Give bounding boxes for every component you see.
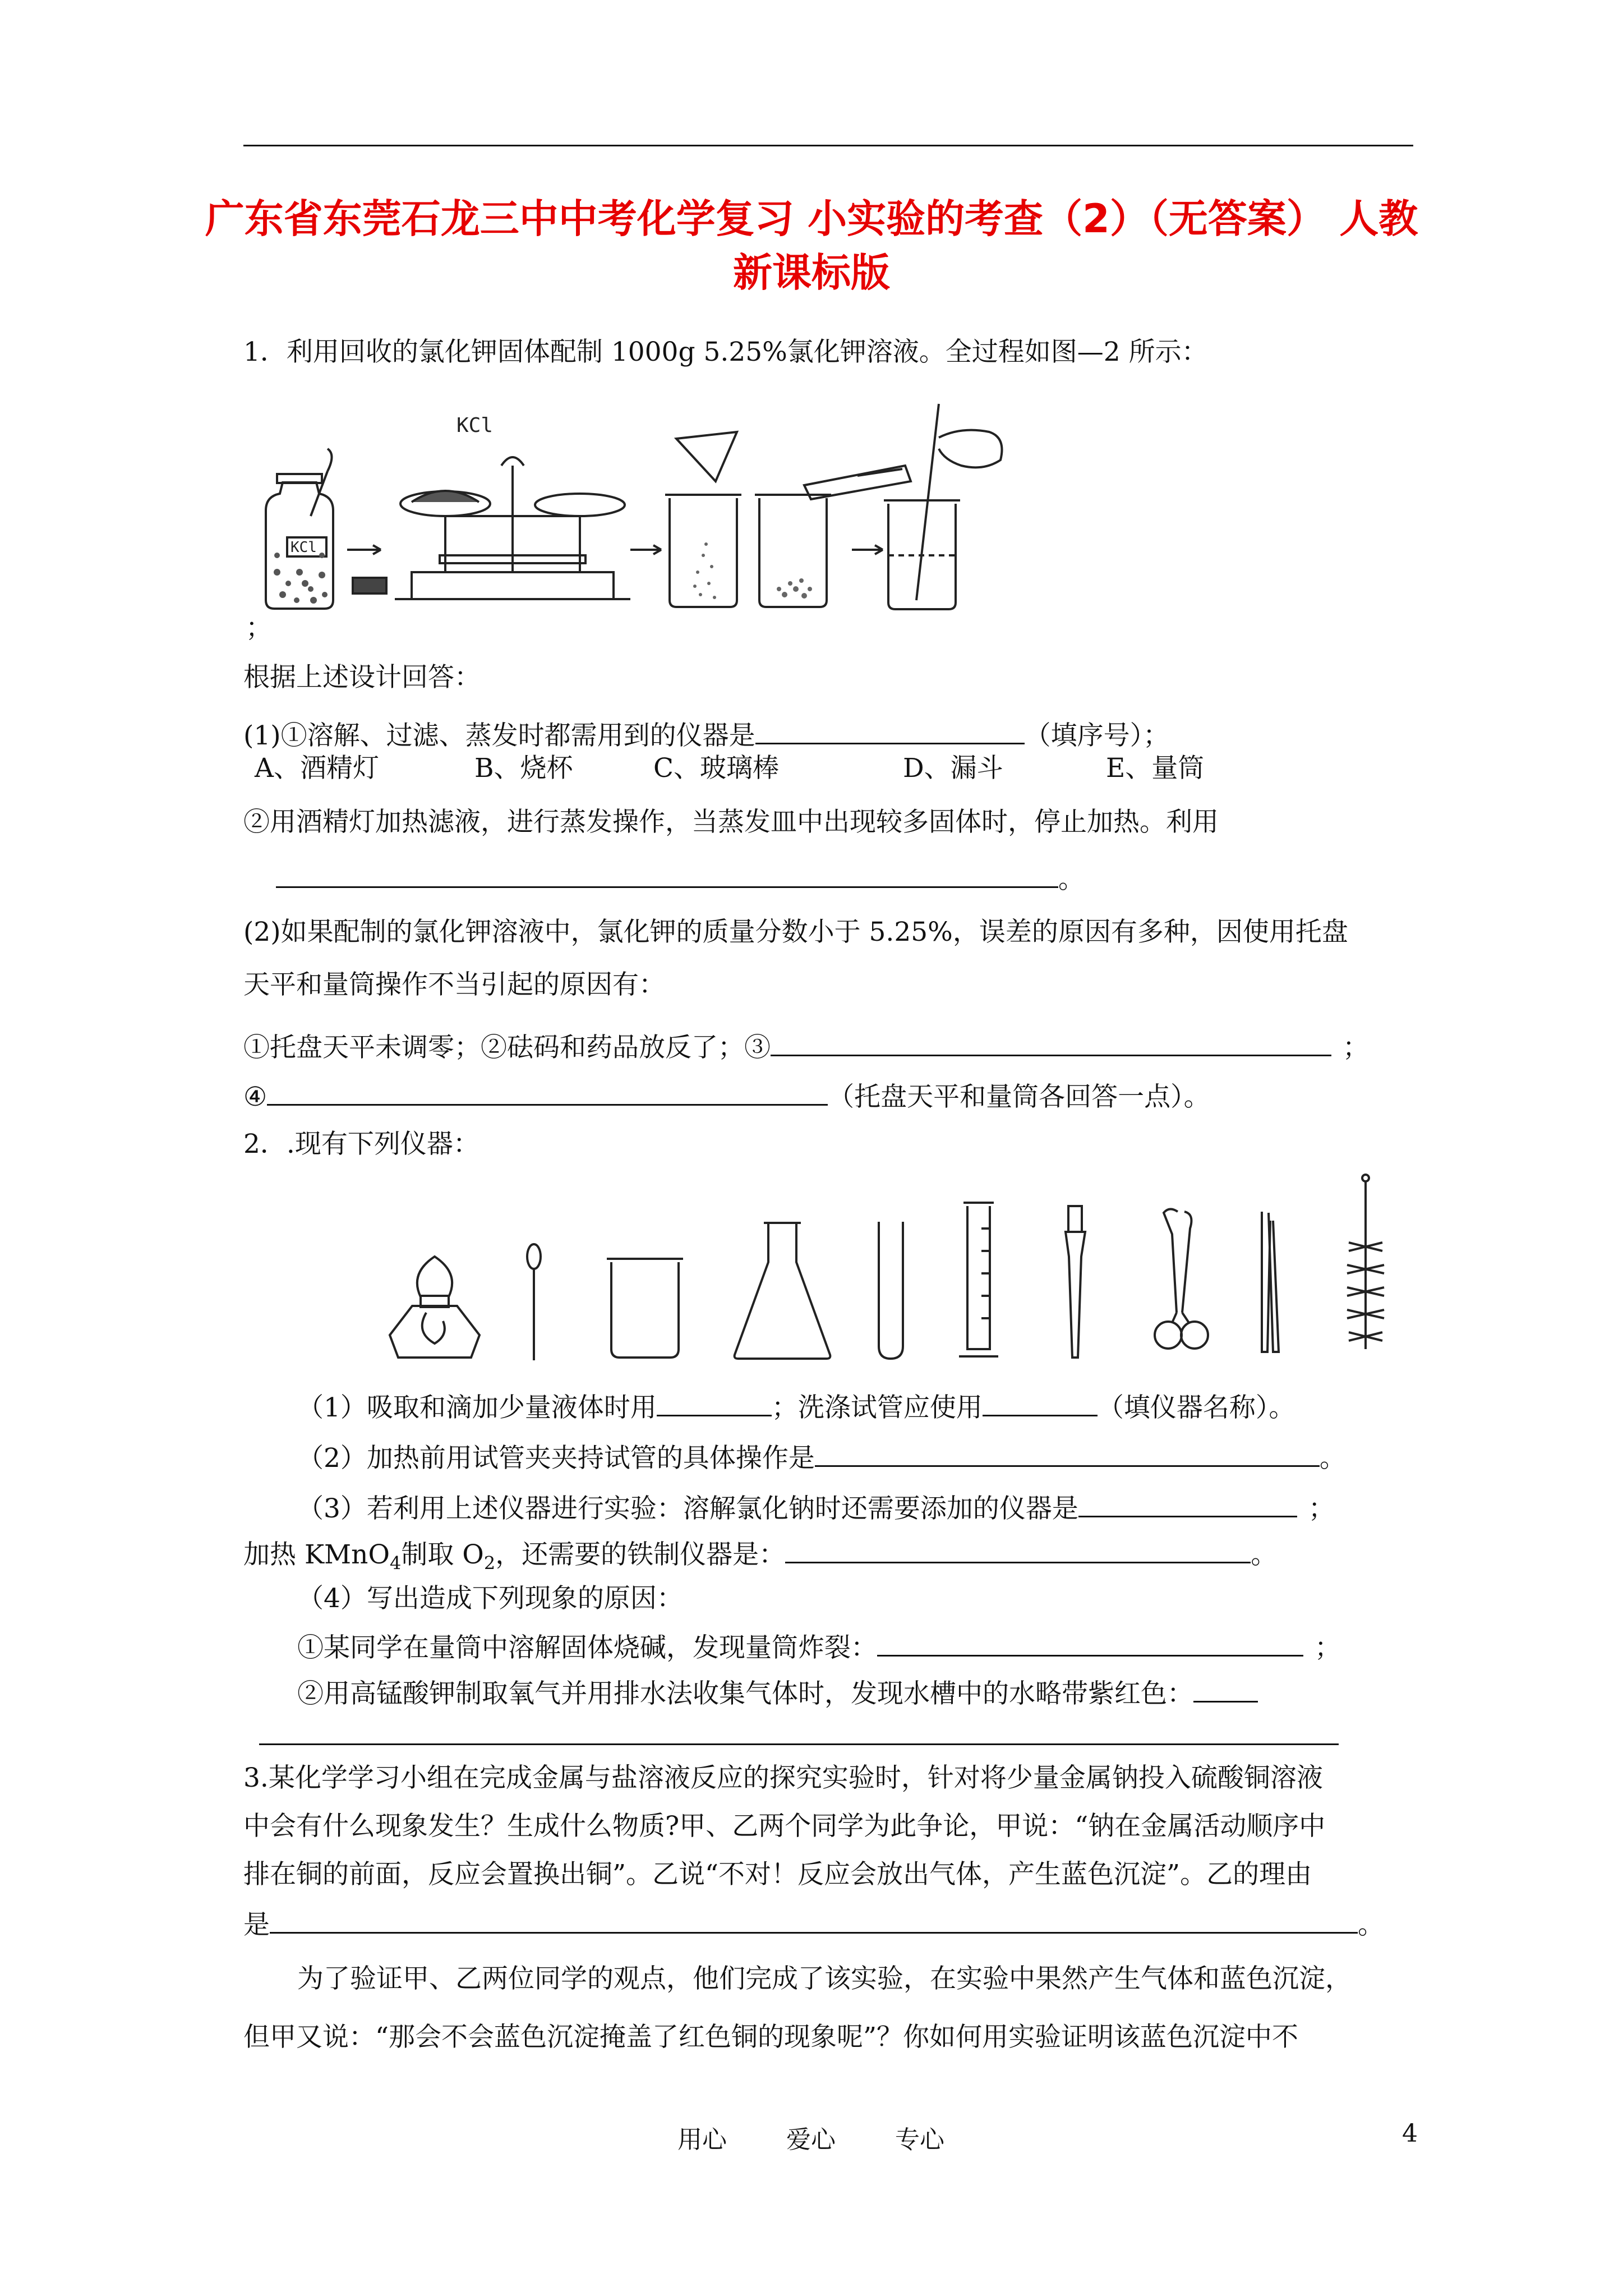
q3-line2: 中会有什么现象发生？生成什么物质?甲、乙两个同学为此争论，甲说：“钠在金属活动顺序中 [243,1811,1326,1842]
option-c: C、玻璃棒 [653,753,779,784]
circled-4: ④ [243,1082,268,1112]
q2-sub3-text-a: 加热 KMnO [243,1539,390,1570]
answer-blank-11-cont[interactable] [259,1743,1339,1745]
q1-experiment-figure [243,387,1208,645]
semicolon: ； [1315,1632,1341,1663]
answer-blank-4[interactable] [267,1078,828,1106]
period: 。 [1358,1910,1384,1940]
page-title-line2: 新课标版 [733,250,890,296]
q1-part2: ②用酒精灯加热滤液，进行蒸发操作，当蒸发皿中出现较多固体时，停止加热。利用 [243,807,1219,838]
q2-sub4-2-text: ②用高锰酸钾制取氧气并用排水法收集气体时，发现水槽中的水略带紫红色： [297,1678,1193,1709]
answer-blank-2[interactable] [276,861,1058,888]
beaker-icon [607,1259,683,1358]
kcl-label-top: KCl [457,414,494,437]
q2-sub3 [297,1490,1335,1526]
answer-blank-5[interactable] [657,1389,772,1416]
option-b: B、烧杯 [474,753,573,784]
q1-part3-line2: 天平和量筒操作不当引起的原因有： [243,969,665,1000]
footer-motto-2: 爱心 [786,2125,836,2154]
test-tube-brush-icon [1347,1175,1384,1349]
q1-part3-line1: (2)如果配制的氯化钾溶液中，氯化钾的质量分数小于 5.25%，误差的原因有多种，因使用托盘 [243,917,1348,947]
q1-part4 [243,1029,1369,1065]
subscript-2: 2 [483,1552,496,1574]
answer-blank-9[interactable] [785,1536,1251,1563]
q2-sub1-suffix: （填仪器名称）。 [1097,1392,1295,1423]
conical-flask-icon [735,1223,831,1359]
q2-sub1-text2: ；洗涤试管应使用 [771,1392,983,1423]
q2-sub3-text-c: ，还需要的铁制仪器是： [495,1539,786,1570]
answer-blank-3[interactable] [771,1029,1331,1056]
semicolon: ； [1343,1032,1369,1063]
q3-line5: 为了验证甲、乙两位同学的观点，他们完成了该实验，在实验中果然产生气体和蓝色沉淀， [297,1963,1352,1994]
option-a: A、酒精灯 [255,753,379,784]
kcl-label-bottle: KCl [291,539,317,556]
q2-intro: 2．.现有下列仪器： [243,1129,479,1159]
option-e: E、量筒 [1106,753,1205,784]
reagent-bottle-icon [266,449,333,609]
dropper-icon [527,1244,541,1360]
q1-part2-answer [276,861,1085,896]
q1-part5-suffix: （托盘天平和量筒各回答一点）。 [828,1082,1210,1112]
tweezers-icon [1262,1212,1279,1352]
q2-sub1 [297,1389,1295,1425]
answer-blank-6[interactable] [983,1389,1098,1416]
q2-sub4: （4）写出造成下列现象的原因： [297,1583,683,1614]
q3-line4-text: 是 [243,1910,270,1940]
option-d: D、漏斗 [903,753,1003,784]
q2-instruments-figure [387,1167,1385,1369]
answer-blank-12[interactable] [270,1906,1358,1934]
graduated-cylinder-icon [959,1203,998,1356]
q2-sub4-2 [297,1675,1258,1711]
q2-sub3-text: （3）若利用上述仪器进行实验：溶解氯化钠时还需要添加的仪器是 [297,1493,1078,1524]
crucible-tongs-icon [1155,1209,1208,1349]
page-title-line1: 广东省东莞石龙三中中考化学复习 小实验的考查（2）（无答案） 人教 [205,196,1418,242]
q2-sub4-1-text: ①某同学在量筒中溶解固体烧碱，发现量筒炸裂： [297,1632,877,1663]
q1-intro: 1．利用回收的氯化钾固体配制 1000g 5.25%氯化钾溶液。全过程如图—2 所示： [243,337,1208,367]
q3-line3: 排在铜的前面，反应会置换出铜”。乙说“不对！反应会放出气体，产生蓝色沉淀”。乙的理由 [243,1859,1312,1890]
q2-sub1-text: （1）吸取和滴加少量液体时用 [297,1392,657,1423]
footer-motto-3: 专心 [895,2125,944,2154]
answer-blank-8[interactable] [1078,1490,1297,1517]
q1-semicolon: ； [246,613,272,643]
balance-icon [395,457,630,599]
q1-part1 [243,717,1169,753]
q1-part5 [243,1078,1210,1114]
answer-blank-7[interactable] [815,1439,1320,1467]
q2-sub2 [297,1439,1346,1475]
period: 。 [1319,1443,1346,1474]
q2-sub3-text-b: 制取 O [401,1539,484,1570]
footer-motto-1: 用心 [677,2125,727,2154]
q1-part1-suffix: （填序号）； [1024,720,1170,751]
answer-blank-10[interactable] [877,1629,1303,1657]
header-rule [243,145,1413,146]
q2-sub2-text: （2）加热前用试管夹夹持试管的具体操作是 [297,1443,815,1474]
q1-part1-text: (1)①溶解、过滤、蒸发时都需用到的仪器是 [243,720,755,751]
subscript-4: 4 [389,1552,402,1574]
semicolon: ； [1308,1493,1335,1524]
test-tube-icon [879,1222,903,1359]
q2-sub4-1 [297,1629,1341,1665]
q3-line4 [243,1906,1384,1942]
q3-line6: 但甲又说：“那会不会蓝色沉淀掩盖了红色铜的现象呢”？你如何用实验证明该蓝色沉淀中不 [243,2022,1299,2053]
answer-blank-11[interactable] [1193,1675,1258,1703]
page-number: 4 [1402,2119,1418,2148]
q1-part4-text: ①托盘天平未调零；②砝码和药品放反了；③ [243,1032,771,1063]
q1-lead: 根据上述设计回答： [243,662,481,693]
answer-blank-1[interactable] [755,717,1025,744]
test-tube-clamp-icon [1066,1206,1085,1358]
alcohol-lamp-icon [390,1257,479,1358]
period: 。 [1251,1539,1278,1570]
period: 。 [1058,864,1085,895]
q2-sub3-line2 [243,1536,1277,1580]
q3-line1: 3.某化学学习小组在完成金属与盐溶液反应的探究实验时，针对将少量金属钠投入硫酸铜溶液 [243,1763,1323,1793]
beaker-icon [665,495,741,607]
